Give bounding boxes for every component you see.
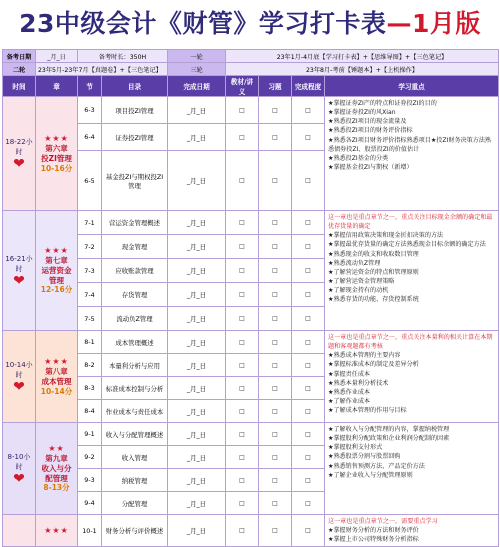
section-name: 收入与分配管理概述 [102, 423, 168, 446]
exercise-checkbox[interactable]: □ [259, 492, 292, 515]
progress-checkbox[interactable]: □ [292, 377, 325, 400]
section-name: 营运资金管理概述 [102, 211, 168, 235]
exercise-checkbox[interactable]: □ [259, 423, 292, 446]
exercise-checkbox[interactable]: □ [259, 469, 292, 492]
title-main: 23中级会计《财管》学习打卡表 [19, 9, 387, 38]
date-value[interactable]: _月_日 [36, 50, 78, 63]
section-name: 项目投ZI管理 [102, 97, 168, 124]
chapter-score: 12-16分 [40, 285, 73, 295]
completion-date[interactable]: _月_日 [168, 307, 226, 331]
keypoint-item: ★了解营运资金的特点和管理原则 [328, 268, 419, 276]
completion-date[interactable]: _月_日 [168, 331, 226, 354]
section-number: 8-2 [78, 354, 102, 377]
keypoint-item: 这一章也是重点章节之一，需要重点学习 [328, 518, 438, 525]
heart-icon: ❤ [13, 155, 25, 172]
section-number: 7-2 [78, 235, 102, 259]
exercise-checkbox[interactable]: □ [259, 400, 292, 423]
time-cell [3, 515, 36, 547]
section-name: 现金管理 [102, 235, 168, 259]
keypoint-item: ★掌握上市公司特殊财务分析指标 [328, 536, 419, 544]
exercise-checkbox[interactable]: □ [259, 307, 292, 331]
section-number: 7-4 [78, 283, 102, 307]
section-number: 6-4 [78, 124, 102, 151]
chapter-score: 10-16分 [40, 163, 73, 173]
progress-checkbox[interactable]: □ [292, 124, 325, 151]
exercise-checkbox[interactable]: □ [259, 97, 292, 124]
keypoint-item: ★了解作业成本 [328, 397, 371, 405]
info-row-1 [3, 50, 499, 63]
section-number: 9-1 [78, 423, 102, 446]
section-name: 成本管理概述 [102, 331, 168, 354]
progress-checkbox[interactable]: □ [292, 151, 325, 211]
progress-checkbox[interactable]: □ [292, 400, 325, 423]
chapter-number: 第七章 [45, 256, 68, 266]
table-row [3, 515, 499, 547]
header-chapter: 章 [36, 76, 78, 97]
keypoint-item: ★熟悉销售预测方法、产品定价方法 [328, 462, 425, 470]
section-number: 9-2 [78, 446, 102, 469]
completion-date[interactable]: _月_日 [168, 446, 226, 469]
exercise-checkbox[interactable]: □ [259, 515, 292, 547]
exercise-checkbox[interactable]: □ [259, 377, 292, 400]
progress-checkbox[interactable]: □ [292, 259, 325, 283]
keypoint-item: 这一章也是重点章节之一，重点关注目标现金余额的确定和最优存货量的确定 [328, 214, 493, 231]
round1-value: 23年1月-4月底【学习打卡表】+【思维导图】+【三色笔记】 [226, 50, 499, 63]
completion-date[interactable]: _月_日 [168, 124, 226, 151]
time-cell [3, 211, 36, 331]
section-number: 8-3 [78, 377, 102, 400]
progress-checkbox[interactable]: □ [292, 469, 325, 492]
keypoint-item: ★了解成本管理的作用与目标 [328, 407, 407, 415]
keypoint-item: ★掌握责任成本 [328, 370, 371, 378]
section-number: 8-4 [78, 400, 102, 423]
exercise-checkbox[interactable]: □ [259, 331, 292, 354]
progress-checkbox[interactable]: □ [292, 331, 325, 354]
header-exercise: 习题 [259, 76, 292, 97]
heart-icon: ❤ [13, 378, 25, 395]
completion-date[interactable]: _月_日 [168, 469, 226, 492]
exercise-checkbox[interactable]: □ [259, 446, 292, 469]
completion-date[interactable]: _月_日 [168, 423, 226, 446]
section-name: 作业成本与责任成本 [102, 400, 168, 423]
table-row [3, 423, 499, 446]
textbook-checkbox[interactable]: □ [226, 331, 259, 354]
chapter-score: 10-14分 [40, 386, 73, 396]
chapter-score: 8-13分 [43, 483, 70, 493]
round3-label: 三轮 [168, 63, 226, 76]
keypoint-item: ★熟悉成本管理的主要内容 [328, 352, 401, 360]
keypoint-item: ★掌握证券投ZI的风Xian [328, 109, 396, 117]
keypoint-item: ★掌握证券ZI产的特点和证券投ZI的目的 [328, 100, 437, 107]
study-plan-table [2, 49, 499, 547]
keypoint-item: ★了解企业收入与分配管理原则 [328, 471, 413, 479]
progress-checkbox[interactable]: □ [292, 354, 325, 377]
chapter-name: 投ZI管理 [41, 153, 72, 163]
textbook-checkbox[interactable]: □ [226, 211, 259, 235]
section-number: 10-1 [78, 515, 102, 547]
completion-date[interactable]: _月_日 [168, 151, 226, 211]
keypoint-item: ★熟悉投ZI项目的财务评价指标 [328, 127, 413, 135]
section-name: 基金投ZI与期权投ZI管理 [102, 151, 168, 211]
completion-date[interactable]: _月_日 [168, 211, 226, 235]
textbook-checkbox[interactable]: □ [226, 235, 259, 259]
keypoint-item: ★掌握股利支付形式 [328, 444, 383, 452]
chapter-cell [36, 97, 78, 211]
header-date: 完成日期 [168, 76, 226, 97]
section-name: 存货管理 [102, 283, 168, 307]
chapter-cell [36, 515, 78, 547]
progress-checkbox[interactable]: □ [292, 423, 325, 446]
keypoint-item: ★熟悉各ZI项目财务评价指标熟悉项目★投ZI财务决策方法熟悉债券投ZI、股票投ZI的价值估计 [328, 136, 492, 153]
completion-date[interactable]: _月_日 [168, 515, 226, 547]
exercise-checkbox[interactable]: □ [259, 354, 292, 377]
chapter-cell [36, 331, 78, 423]
section-number: 6-5 [78, 151, 102, 211]
keypoint-item: ★熟悉流动负Z管理 [328, 259, 381, 267]
progress-checkbox[interactable]: □ [292, 283, 325, 307]
chapter-number: 第八章 [45, 367, 68, 377]
completion-date[interactable]: _月_日 [168, 259, 226, 283]
section-name: 纳税管理 [102, 469, 168, 492]
progress-checkbox[interactable]: □ [292, 307, 325, 331]
textbook-checkbox[interactable]: □ [226, 124, 259, 151]
table-row [3, 211, 499, 235]
header-textbook: 教材/讲义 [226, 76, 259, 97]
section-number: 7-1 [78, 211, 102, 235]
header-progress: 完成程度 [292, 76, 325, 97]
keypoint-item: ★熟悉存货的功能、存货控制系统 [328, 296, 419, 304]
time-text: 16-21小时 [5, 254, 33, 273]
exercise-checkbox[interactable]: □ [259, 283, 292, 307]
section-number: 9-4 [78, 492, 102, 515]
completion-date[interactable]: _月_日 [168, 492, 226, 515]
section-number: 8-1 [78, 331, 102, 354]
header-contents: 目录 [102, 76, 168, 97]
completion-date[interactable]: _月_日 [168, 400, 226, 423]
date-label: 备考日期 [3, 50, 36, 63]
keypoint-item: ★掌握基金投ZI与期权（新增） [328, 163, 413, 171]
section-name: 分配管理 [102, 492, 168, 515]
keypoint-item: ★掌握财务分析的方法和财务评价 [328, 527, 419, 535]
keypoint-item: ★掌握最优存货量的确定方法熟悉现金目标余额的确定方法 [328, 241, 486, 249]
round3-value: 23年8月-考前【锤题本】+【上机操作】 [226, 63, 499, 76]
textbook-checkbox[interactable]: □ [226, 446, 259, 469]
textbook-checkbox[interactable]: □ [226, 151, 259, 211]
time-text: 18-22小时 [5, 137, 33, 156]
exercise-checkbox[interactable]: □ [259, 151, 292, 211]
keypoint-item: ★熟悉现金的收支和收取数目管理 [328, 250, 419, 258]
textbook-checkbox[interactable]: □ [226, 283, 259, 307]
completion-date[interactable]: _月_日 [168, 235, 226, 259]
chapter-name: 收入与分配管理 [41, 463, 72, 483]
section-name: 流动负Z管理 [102, 307, 168, 331]
keypoint-item: 这一章也是重点章节之一，重点关注本量利的相关计算在本期题和客观题都有考核 [328, 334, 493, 351]
time-cell [3, 97, 36, 211]
keypoints-cell [325, 423, 499, 515]
exercise-checkbox[interactable]: □ [259, 211, 292, 235]
keypoint-item: ★熟悉作业成本 [328, 388, 371, 396]
heart-icon: ❤ [13, 470, 25, 487]
keypoint-item: ★掌握标准成本的制定及差异分析 [328, 361, 419, 369]
section-number: 7-5 [78, 307, 102, 331]
section-number: 7-3 [78, 259, 102, 283]
keypoint-item: ★熟悉投ZI项目的现金流量及 [328, 118, 407, 126]
keypoint-item: ★了解营运资金管理策略 [328, 277, 395, 285]
textbook-checkbox[interactable]: □ [226, 515, 259, 547]
info-row-2 [3, 63, 499, 76]
textbook-checkbox[interactable]: □ [226, 307, 259, 331]
section-name: 应收账款管理 [102, 259, 168, 283]
progress-checkbox[interactable]: □ [292, 446, 325, 469]
title-month: —1月版 [386, 9, 481, 38]
keypoint-item: ★熟悉股票分割与股票回购 [328, 453, 401, 461]
time-text: 10-14小时 [5, 360, 33, 379]
progress-checkbox[interactable]: □ [292, 515, 325, 547]
hours-label: 备考时长：350H [78, 50, 168, 63]
exercise-checkbox[interactable]: □ [259, 235, 292, 259]
stars-icon: ★★★ [44, 133, 69, 143]
chapter-cell [36, 211, 78, 331]
section-number: 9-3 [78, 469, 102, 492]
table-row [3, 331, 499, 354]
textbook-checkbox[interactable]: □ [226, 469, 259, 492]
keypoints-cell [325, 331, 499, 423]
section-name: 证券投ZI管理 [102, 124, 168, 151]
completion-date[interactable]: _月_日 [168, 377, 226, 400]
completion-date[interactable]: _月_日 [168, 283, 226, 307]
textbook-checkbox[interactable]: □ [226, 354, 259, 377]
textbook-checkbox[interactable]: □ [226, 259, 259, 283]
keypoints-cell [325, 211, 499, 331]
keypoint-item: ★熟悉本量利分析技术 [328, 379, 389, 387]
completion-date[interactable]: _月_日 [168, 97, 226, 124]
page-title [0, 0, 500, 44]
chapter-name: 运营资金管理 [41, 265, 72, 285]
section-name: 标准成本控制与分析 [102, 377, 168, 400]
exercise-checkbox[interactable]: □ [259, 124, 292, 151]
keypoint-item: ★了解收入与分配管理的内容，掌握纳税管理 [328, 426, 450, 433]
keypoint-item: ★了解现金持有的动机 [328, 287, 389, 295]
chapter-cell [36, 423, 78, 515]
section-name: 本量利分析与应用 [102, 354, 168, 377]
keypoints-cell [325, 515, 499, 547]
progress-checkbox[interactable]: □ [292, 492, 325, 515]
chapter-number: 第九章 [45, 454, 68, 464]
stars-icon: ★★★ [44, 245, 69, 255]
header-time: 时间 [3, 76, 36, 97]
round1-label: 一轮 [168, 50, 226, 63]
stars-icon: ★★ [48, 443, 65, 453]
progress-checkbox[interactable]: □ [292, 235, 325, 259]
section-name: 财务分析与评价概述 [102, 515, 168, 547]
header-row [3, 76, 499, 97]
textbook-checkbox[interactable]: □ [226, 492, 259, 515]
stars-icon: ★★★ [44, 356, 69, 366]
keypoint-item: ★熟悉投ZI基金的分类 [328, 154, 389, 162]
progress-checkbox[interactable]: □ [292, 97, 325, 124]
chapter-name: 成本管理 [41, 376, 72, 386]
header-section: 节 [78, 76, 102, 97]
textbook-checkbox[interactable]: □ [226, 97, 259, 124]
round2-value: 23年5月-23年7月【真题卷】+【三色笔记】 [36, 63, 168, 76]
round2-label: 二轮 [3, 63, 36, 76]
stars-icon: ★★★ [44, 525, 69, 535]
textbook-checkbox[interactable]: □ [226, 423, 259, 446]
time-text: 8-10小时 [7, 452, 31, 471]
keypoint-item: ★掌握股利分配政策和企业利润分配制的因素 [328, 435, 450, 443]
heart-icon: ❤ [13, 272, 25, 289]
keypoints-cell [325, 97, 499, 211]
header-keypoints: 学习重点 [325, 76, 499, 97]
textbook-checkbox[interactable]: □ [226, 377, 259, 400]
table-row [3, 97, 499, 124]
section-name: 收入管理 [102, 446, 168, 469]
exercise-checkbox[interactable]: □ [259, 259, 292, 283]
textbook-checkbox[interactable]: □ [226, 400, 259, 423]
time-cell [3, 423, 36, 515]
completion-date[interactable]: _月_日 [168, 354, 226, 377]
chapter-number: 第六章 [45, 144, 68, 154]
time-cell [3, 331, 36, 423]
keypoint-item: ★掌握信用政策决策和现金折扣决策的方法 [328, 232, 444, 240]
progress-checkbox[interactable]: □ [292, 211, 325, 235]
section-number: 6-3 [78, 97, 102, 124]
